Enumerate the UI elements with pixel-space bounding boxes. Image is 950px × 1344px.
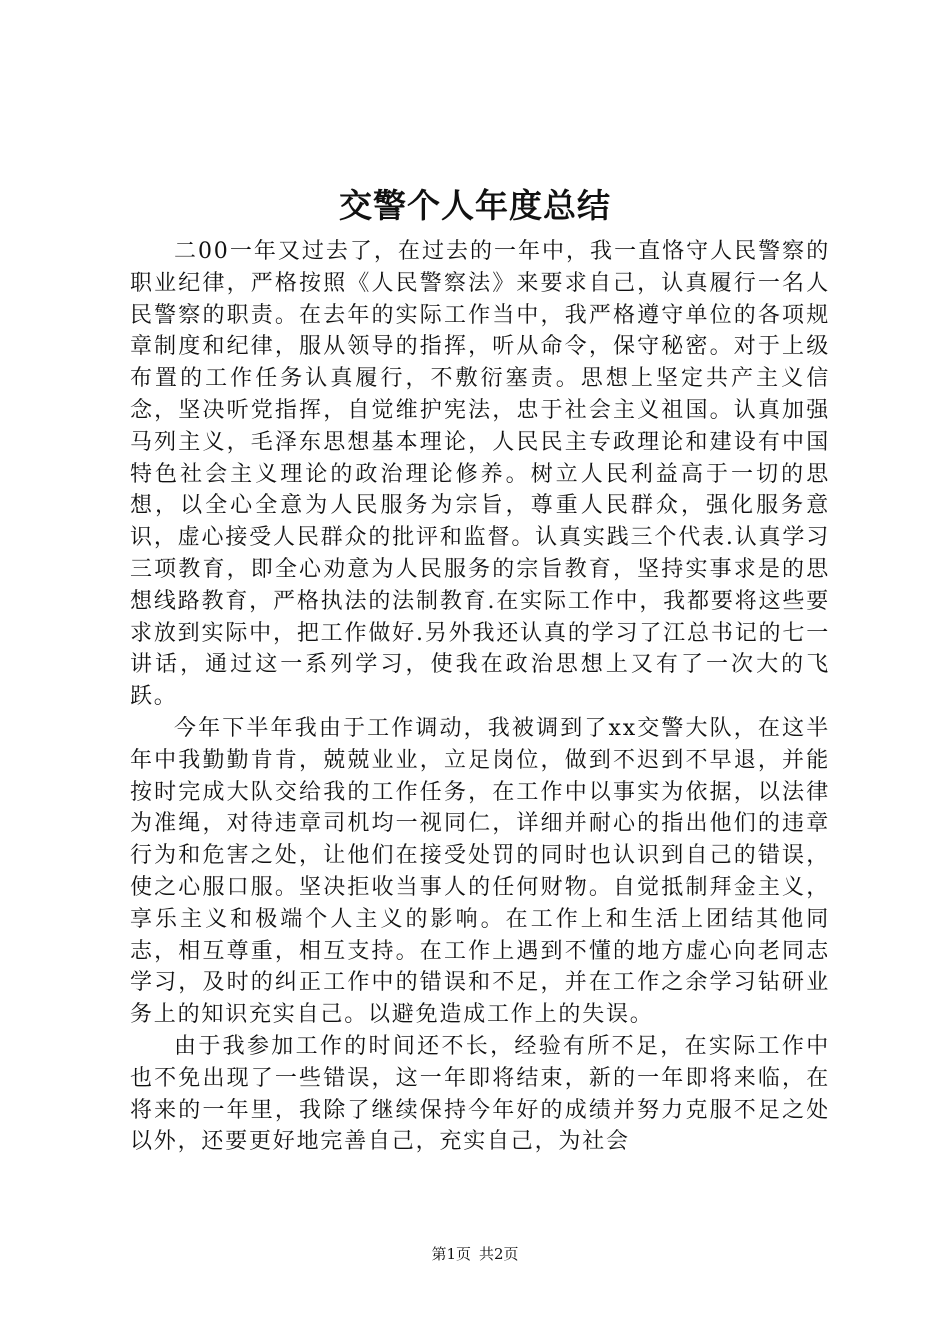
paragraph-2: 今年下半年我由于工作调动，我被调到了xx交警大队，在这半年中我勤勤肯肯，兢兢业业，立足岗位，做到不迟到不早退，并能按时完成大队交给我的工作任务，在工作中以事实为依据，以法律为准绳，对待违章司机均一视同仁，详细并耐心的指出他们的违章行为和危害之处，让他们在接受处罚的同时也认识到自己的错误，使之心服口服。坚决拒收当事人的任何财物。自觉抵制拜金主义，享乐主义和极端个人主义的影响。在工作上和生活上团结其他同志，相互尊重，相互支持。在工作上遇到不懂的地方虚心向老同志学习，及时的纠正工作中的错误和不足，并在工作之余学习钻研业务上的知识充实自己。以避免造成工作上的失误。 xyxy=(130,715,830,1028)
page-number-total: 共2页 xyxy=(479,1245,519,1263)
paragraph-3: 由于我参加工作的时间还不长，经验有所不足，在实际工作中也不免出现了一些错误，这一年即将结束，新的一年即将来临，在将来的一年里，我除了继续保持今年好的成绩并努力克服不足之处以外，还要更好地完善自己，充实自己，为社会 xyxy=(130,1033,830,1155)
page-footer xyxy=(0,1244,950,1264)
document-title: 交警个人年度总结 xyxy=(339,186,611,225)
paragraph-1: 二00一年又过去了，在过去的一年中，我一直恪守人民警察的职业纪律，严格按照《人民警察法》来要求自己，认真履行一名人民警察的职责。在去年的实际工作当中，我严格遵守单位的各项规章制度和纪律，服从领导的指挥，听从命令，保守秘密。对于上级布置的工作任务认真履行，不敷衍塞责。思想上坚定共产主义信念，坚决听党指挥，自觉维护宪法，忠于社会主义祖国。认真加强马列主义，毛泽东思想基本理论，人民民主专政理论和建设有中国特色社会主义理论的政治理论修养。树立人民利益高于一切的思想，以全心全意为人民服务为宗旨，尊重人民群众，强化服务意识，虚心接受人民群众的批评和监督。认真实践三个代表.认真学习三项教育，即全心劝意为人民服务的宗旨教育，坚持实事求是的思想线路教育，严格执法的法制教育.在实际工作中，我都要将这些要求放到实际中，把工作做好.另外我还认真的学习了江总书记的七一讲话，通过这一系列学习，使我在政治思想上又有了一次大的飞跃。 xyxy=(130,239,830,710)
document-body xyxy=(130,236,830,1158)
page-number-current: 第1页 xyxy=(431,1245,471,1263)
